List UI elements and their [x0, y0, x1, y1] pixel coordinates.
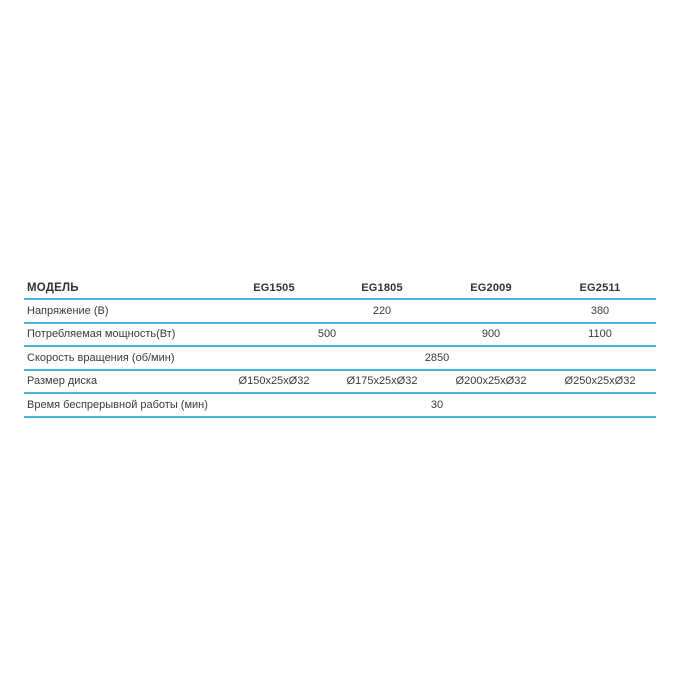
- disc-size-eg2009: Ø200x25xØ32: [455, 375, 527, 388]
- spec-table: [24, 278, 656, 418]
- row-label-runtime: Время беспрерывной работы (мин): [27, 398, 208, 411]
- header-model-eg2511: EG2511: [579, 282, 621, 294]
- disc-size-eg2511: Ø250x25xØ32: [564, 375, 636, 388]
- speed-value-2850: 2850: [424, 351, 450, 364]
- voltage-value-220: 220: [372, 304, 392, 317]
- table-row-speed: [24, 347, 656, 371]
- header-model-eg1805: EG1805: [361, 282, 403, 294]
- header-model-label: МОДЕЛЬ: [27, 282, 79, 294]
- table-row-runtime: [24, 394, 656, 418]
- runtime-value-30: 30: [430, 398, 444, 411]
- table-row-disc-size: [24, 371, 656, 395]
- table-row-power: [24, 324, 656, 348]
- power-value-500: 500: [317, 328, 337, 341]
- power-value-900: 900: [481, 328, 501, 341]
- voltage-value-380: 380: [590, 304, 610, 317]
- disc-size-eg1505: Ø150x25xØ32: [238, 375, 310, 388]
- header-model-eg2009: EG2009: [470, 282, 512, 294]
- header-model-eg1505: EG1505: [253, 282, 295, 294]
- table-header-row: [24, 278, 656, 300]
- power-value-1100: 1100: [588, 328, 612, 341]
- table-row-voltage: [24, 300, 656, 324]
- row-label-voltage: Напряжение (В): [27, 304, 109, 317]
- row-label-disc-size: Размер диска: [27, 375, 98, 388]
- disc-size-eg1805: Ø175x25xØ32: [346, 375, 418, 388]
- row-label-power: Потребляемая мощность(Вт): [27, 328, 176, 341]
- row-label-speed: Скорость вращения (об/мин): [27, 351, 175, 364]
